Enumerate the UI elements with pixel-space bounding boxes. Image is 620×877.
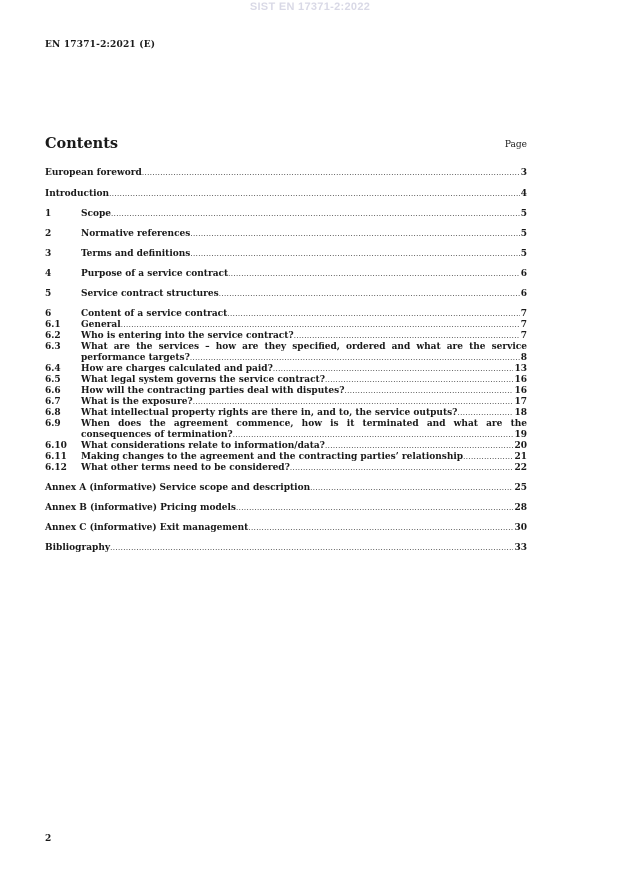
document-id: EN 17371-2:2021 (E) xyxy=(45,40,156,50)
toc-entry[interactable] xyxy=(45,229,527,240)
toc-entry-page: 6 xyxy=(520,269,527,279)
toc-entry-page: 5 xyxy=(520,249,527,259)
toc-entry-title: Purpose of a service contract xyxy=(81,269,229,279)
toc-entry[interactable] xyxy=(45,463,527,474)
toc-entry-page: 7 xyxy=(520,331,527,341)
toc-entry-title: Normative references xyxy=(81,229,191,239)
toc-entry-page: 5 xyxy=(520,209,527,219)
dot-leader xyxy=(228,269,520,280)
toc-entry-number: 6.2 xyxy=(45,331,61,341)
toc-entry-page: 18 xyxy=(514,408,527,418)
toc-entry-number: 6.6 xyxy=(45,386,61,396)
toc-entry[interactable] xyxy=(45,452,527,463)
toc-entry-title: Annex C (informative) Exit management xyxy=(45,523,249,533)
toc-entry-title: How are charges calculated and paid? xyxy=(81,364,273,374)
toc-entry-page: 7 xyxy=(520,309,527,319)
toc-entry-title: Who is entering into the service contract? xyxy=(81,331,294,341)
dot-leader xyxy=(190,353,520,364)
toc-entry[interactable] xyxy=(45,342,527,364)
toc-entry[interactable] xyxy=(45,397,527,408)
dot-leader xyxy=(110,543,513,554)
toc-entry-page: 3 xyxy=(520,168,527,178)
toc-entry-title: Introduction xyxy=(45,189,110,199)
dot-leader xyxy=(190,229,519,240)
dot-leader xyxy=(310,483,513,494)
toc-entry-title: How will the contracting parties deal with disputes? xyxy=(81,386,345,396)
toc-entry-number: 6.9 xyxy=(45,419,61,429)
toc-entry-page: 8 xyxy=(520,353,527,363)
toc-entry[interactable] xyxy=(45,269,527,280)
toc-entry[interactable] xyxy=(45,441,527,452)
dot-leader xyxy=(121,320,520,331)
dot-leader xyxy=(193,397,514,408)
toc-entry-title: What legal system governs the service contract? xyxy=(81,375,325,385)
toc-entry[interactable] xyxy=(45,209,527,220)
contents-heading: Contents xyxy=(45,135,119,152)
toc-entry-title: What intellectual property rights are there in, and to, the service outputs? xyxy=(81,408,458,418)
toc-entry[interactable] xyxy=(45,249,527,260)
toc-entry-page: 28 xyxy=(514,503,527,513)
toc-entry-title: What are the services – how are they specified, ordered and what are the service xyxy=(81,342,527,352)
dot-leader xyxy=(290,463,514,474)
dot-leader xyxy=(227,309,519,320)
toc-entry-number: 6.7 xyxy=(45,397,61,407)
toc-entry-page: 6 xyxy=(520,289,527,299)
dot-leader xyxy=(190,249,519,260)
toc-entry-number: 4 xyxy=(45,269,52,279)
toc-entry-number: 6.10 xyxy=(45,441,67,451)
toc-entry-title: Annex B (informative) Pricing models xyxy=(45,503,236,513)
toc-entry-title: General xyxy=(81,320,121,330)
toc-entry[interactable] xyxy=(45,309,527,320)
toc-entry[interactable] xyxy=(45,331,527,342)
toc-entry-number: 6.8 xyxy=(45,408,61,418)
toc-entry-title-continued: consequences of termination? xyxy=(81,430,233,440)
toc-entry-page: 5 xyxy=(520,229,527,239)
toc-entry-title: Annex A (informative) Service scope and description xyxy=(45,483,311,493)
toc-entry[interactable] xyxy=(45,503,527,514)
toc-entry-page: 19 xyxy=(514,430,527,440)
toc-entry-title: European foreword xyxy=(45,168,142,178)
toc-entry-title-continued: performance targets? xyxy=(81,353,190,363)
toc-entry-page: 25 xyxy=(514,483,527,493)
dot-leader xyxy=(457,408,513,419)
toc-entry[interactable] xyxy=(45,320,527,331)
dot-leader xyxy=(325,441,514,452)
dot-leader xyxy=(233,430,514,441)
toc-entry[interactable] xyxy=(45,408,527,419)
toc-entry-page: 17 xyxy=(514,397,527,407)
toc-entry-title: Content of a service contract xyxy=(81,309,228,319)
toc-entry[interactable] xyxy=(45,483,527,494)
toc-entry-title: Service contract structures xyxy=(81,289,219,299)
toc-entry-number: 6.4 xyxy=(45,364,61,374)
toc-entry-number: 6.5 xyxy=(45,375,61,385)
toc-entry-title: What is the exposure? xyxy=(81,397,193,407)
toc-entry-page: 4 xyxy=(520,189,527,199)
toc-entry[interactable] xyxy=(45,189,527,200)
toc-entry-title: Bibliography xyxy=(45,543,111,553)
dot-leader xyxy=(219,289,520,300)
watermark: SIST EN 17371-2:2022 xyxy=(249,1,371,13)
dot-leader xyxy=(325,375,513,386)
toc-entry-page: 33 xyxy=(514,543,527,553)
toc-entry[interactable] xyxy=(45,375,527,386)
toc-entry[interactable] xyxy=(45,289,527,300)
toc-entry-number: 2 xyxy=(45,229,52,239)
toc-entry-number: 5 xyxy=(45,289,52,299)
dot-leader xyxy=(463,452,513,463)
dot-leader xyxy=(142,168,520,179)
page-number: 2 xyxy=(45,834,52,844)
toc-entry-page: 30 xyxy=(514,523,527,533)
toc-entry[interactable] xyxy=(45,543,527,554)
toc-entry-title: When does the agreement commence, how is it terminated and what are the xyxy=(81,419,527,429)
table-of-contents xyxy=(45,168,527,553)
toc-entry-number: 6.1 xyxy=(45,320,61,330)
toc-entry-page: 16 xyxy=(514,375,527,385)
toc-entry-title: What other terms need to be considered? xyxy=(81,463,290,473)
page-column-label: Page xyxy=(504,140,527,150)
dot-leader xyxy=(236,503,513,514)
toc-entry-title: Making changes to the agreement and the contracting parties’ relationship xyxy=(81,452,464,462)
toc-entry[interactable] xyxy=(45,168,527,179)
toc-entry[interactable] xyxy=(45,364,527,375)
toc-entry-page: 20 xyxy=(514,441,527,451)
dot-leader xyxy=(273,364,514,375)
dot-leader xyxy=(294,331,520,342)
toc-entry-number: 6.12 xyxy=(45,463,67,473)
toc-entry[interactable] xyxy=(45,523,527,534)
toc-entry-number: 6.3 xyxy=(45,342,61,352)
toc-entry-page: 16 xyxy=(514,386,527,396)
toc-entry[interactable] xyxy=(45,419,527,441)
toc-entry-number: 3 xyxy=(45,249,52,259)
toc-entry[interactable] xyxy=(45,386,527,397)
toc-entry-title: Terms and definitions xyxy=(81,249,191,259)
toc-entry-page: 22 xyxy=(514,463,527,473)
dot-leader xyxy=(248,523,513,534)
toc-entry-page: 7 xyxy=(520,320,527,330)
toc-entry-number: 6.11 xyxy=(45,452,67,462)
dot-leader xyxy=(109,189,520,200)
toc-entry-page: 13 xyxy=(514,364,527,374)
dot-leader xyxy=(344,386,513,397)
toc-entry-title: What considerations relate to information/data? xyxy=(81,441,325,451)
toc-entry-page: 21 xyxy=(514,452,527,462)
toc-entry-title: Scope xyxy=(81,209,112,219)
toc-entry-number: 1 xyxy=(45,209,52,219)
toc-entry-number: 6 xyxy=(45,309,52,319)
dot-leader xyxy=(111,209,520,220)
